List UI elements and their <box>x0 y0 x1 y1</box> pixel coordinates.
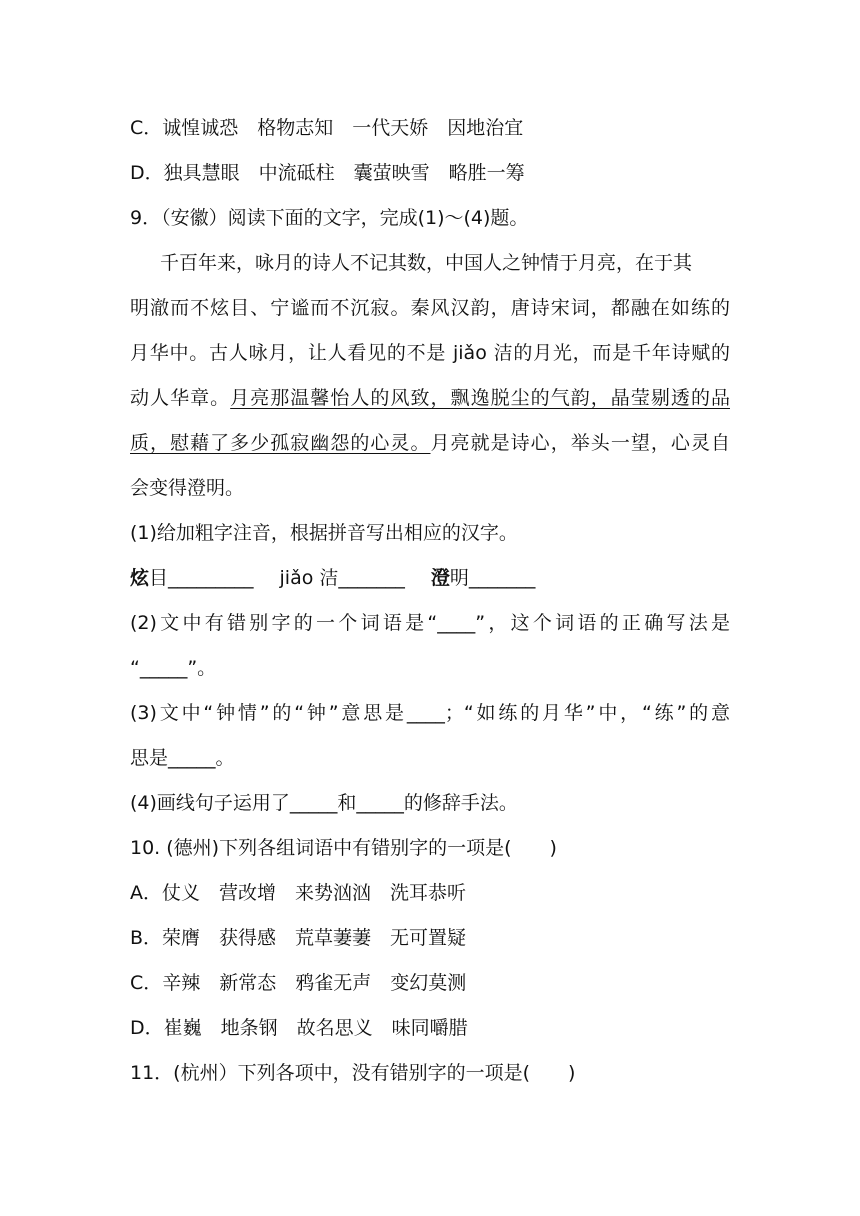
passage-line-4 <box>130 386 730 410</box>
blank-item: 明_______ <box>449 567 536 589</box>
underlined-sentence: 月亮那温馨怡人的风致，飘逸脱尘的气韵，晶莹剔透的品 <box>230 387 730 409</box>
blank-item: jiǎo 洁_______ <box>279 567 405 589</box>
option-d: D．崔巍 地条钢 故名思义 味同嚼腊 <box>130 1017 468 1039</box>
option-c: C．辛辣 新常态 鸦雀无声 变幻莫测 <box>130 972 467 994</box>
passage-line-5 <box>130 431 730 455</box>
underlined-sentence: 质，慰藉了多少孤寂幽怨的心灵。 <box>130 432 431 454</box>
passage-line-3: 月华中。古人咏月，让人看见的不是 jiǎo 洁的月光，而是千年诗赋的 <box>130 342 730 364</box>
blank-item: 目_________ <box>149 567 254 589</box>
sub-question-2-cont: “_____”。 <box>130 657 217 679</box>
option-c-prev: C．诚惶诚恐 格物志知 一代天娇 因地治宜 <box>130 117 524 139</box>
bold-char: 澄 <box>430 567 450 589</box>
question-10-title: 10. (德州)下列各组词语中有错别字的一项是( ) <box>130 837 557 859</box>
sub-question-1-blanks <box>130 566 730 590</box>
sub-question-4: (4)画线句子运用了_____和_____的修辞手法。 <box>130 792 518 814</box>
passage-text: 月亮就是诗心，举头一望，心灵自 <box>430 432 730 454</box>
sub-question-1: (1)给加粗字注音，根据拼音写出相应的汉字。 <box>130 522 518 544</box>
question-11-title: 11．(杭州）下列各项中，没有错别字的一项是( ) <box>130 1062 576 1084</box>
passage-line-2: 明澈而不炫目、宁谧而不沉寂。秦风汉韵，唐诗宋词，都融在如练的 <box>130 297 730 319</box>
passage-line-1: 千百年来，咏月的诗人不记其数，中国人之钟情于月亮，在于其 <box>160 252 693 274</box>
bold-char: 炫 <box>130 567 150 589</box>
sub-question-3: (3)文中“钟情”的“钟”意思是____；“如练的月华”中，“练”的意 <box>130 702 730 724</box>
passage-text: 动人华章。 <box>130 387 231 409</box>
option-d-prev: D．独具慧眼 中流砥柱 囊萤映雪 略胜一筹 <box>130 162 525 184</box>
option-a: A．仗义 营改增 来势汹汹 洗耳恭听 <box>130 882 466 904</box>
sub-question-2: (2)文中有错别字的一个词语是“____”，这个词语的正确写法是 <box>130 612 730 634</box>
sub-question-3-cont: 思是_____。 <box>130 747 235 769</box>
option-b: B．荣膺 获得感 荒草萋萋 无可置疑 <box>130 927 467 949</box>
question-9-title: 9．（安徽）阅读下面的文字，完成(1)～(4)题。 <box>130 207 529 229</box>
passage-line-6: 会变得澄明。 <box>130 477 245 499</box>
